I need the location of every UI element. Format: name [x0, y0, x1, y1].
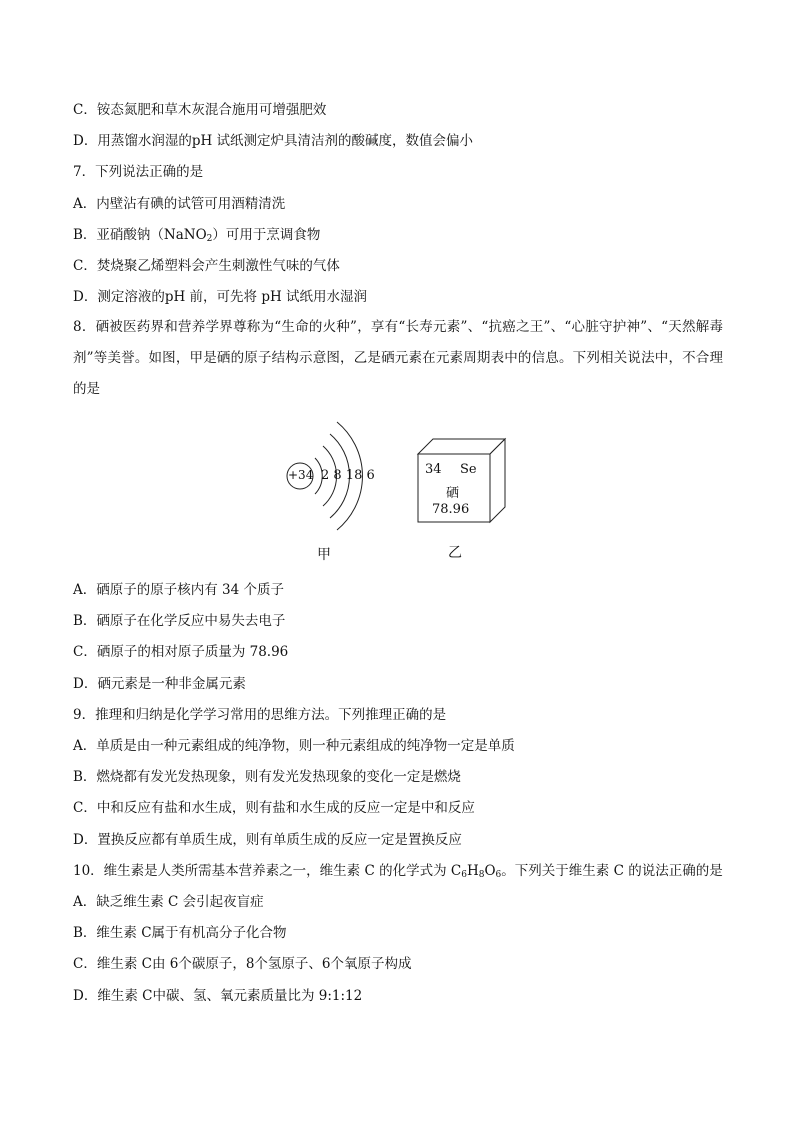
- q7-option-a: A．内壁沾有碘的试管可用酒精清洗: [73, 196, 286, 212]
- atom-structure-diagram: [280, 410, 520, 570]
- figure-caption-jia: 甲: [317, 547, 331, 563]
- q9-option-b: B．燃烧都有发光发热现象，则有发光发热现象的变化一定是燃烧: [73, 769, 461, 785]
- q9-option-d: D．置换反应都有单质生成，则有单质生成的反应一定是置换反应: [73, 832, 462, 848]
- q8-option-a: A．硒原子的原子核内有 34 个质子: [73, 582, 285, 598]
- q8-option-c: C．硒原子的相对原子质量为 78.96: [73, 644, 289, 660]
- atomic-number: 34: [425, 462, 442, 477]
- q10-option-c: C．维生素 C由 6个碳原子，8个氢原子、6个氧原子构成: [73, 956, 412, 972]
- q10-option-d: D．维生素 C中碳、氢、氧元素质量比为 9:1:12: [73, 988, 363, 1004]
- q10-option-b: B．维生素 C属于有机高分子化合物: [73, 925, 287, 941]
- q10-option-a: A．缺乏维生素 C 会引起夜盲症: [73, 894, 264, 910]
- selenium-figure: [280, 410, 520, 570]
- element-name: 硒: [446, 486, 460, 501]
- q8-option-d: D．硒元素是一种非金属元素: [73, 676, 246, 692]
- q9-option-a: A．单质是由一种元素组成的纯净物，则一种元素组成的纯净物一定是单质: [73, 738, 515, 754]
- element-symbol: Se: [460, 462, 477, 477]
- q7-stem: 7．下列说法正确的是: [73, 164, 204, 180]
- q7-option-c: C．焚烧聚乙烯塑料会产生刺激性气味的气体: [73, 258, 340, 274]
- q9-option-c: C．中和反应有盐和水生成，则有盐和水生成的反应一定是中和反应: [73, 800, 475, 816]
- relative-atomic-mass: 78.96: [432, 502, 470, 517]
- q8-option-b: B．硒原子在化学反应中易失去电子: [73, 613, 286, 629]
- figure-caption-yi: 乙: [448, 545, 462, 561]
- nucleus-charge: +34: [288, 468, 314, 482]
- cube-side-face: [490, 439, 505, 522]
- q8-stem: 8．硒被医药界和营养学界尊称为“生命的火种”，享有“长寿元素”、“抗癌之王”、“心脏守护神”、“天然解毒剂”等美誉。如图，甲是硒的原子结构示意图，乙是硒元素在元素周期表中的信息。下列相关说法中，不合理的是: [73, 319, 723, 397]
- q7-option-d: D．测定溶液的pH 前，可先将 pH 试纸用水湿润: [73, 289, 368, 305]
- q6-option-d: D．用蒸馏水润湿的pH 试纸测定炉具清洁剂的酸碱度，数值会偏小: [73, 133, 474, 149]
- q6-option-c: C．铵态氮肥和草木灰混合施用可增强肥效: [73, 102, 327, 118]
- electron-shell-numbers: 2 8 18 6: [321, 468, 375, 483]
- q7-option-b: B．亚硝酸钠（NaNO$_2$）可用于烹调食物: [73, 227, 321, 244]
- q10-stem: 10．维生素是人类所需基本营养素之一，维生素 C 的化学式为 $C_6H_8O_6$。下列关于维生素 C 的说法正确的是: [73, 863, 723, 880]
- q9-stem: 9．推理和归纳是化学学习常用的思维方法。下列推理正确的是: [73, 707, 447, 723]
